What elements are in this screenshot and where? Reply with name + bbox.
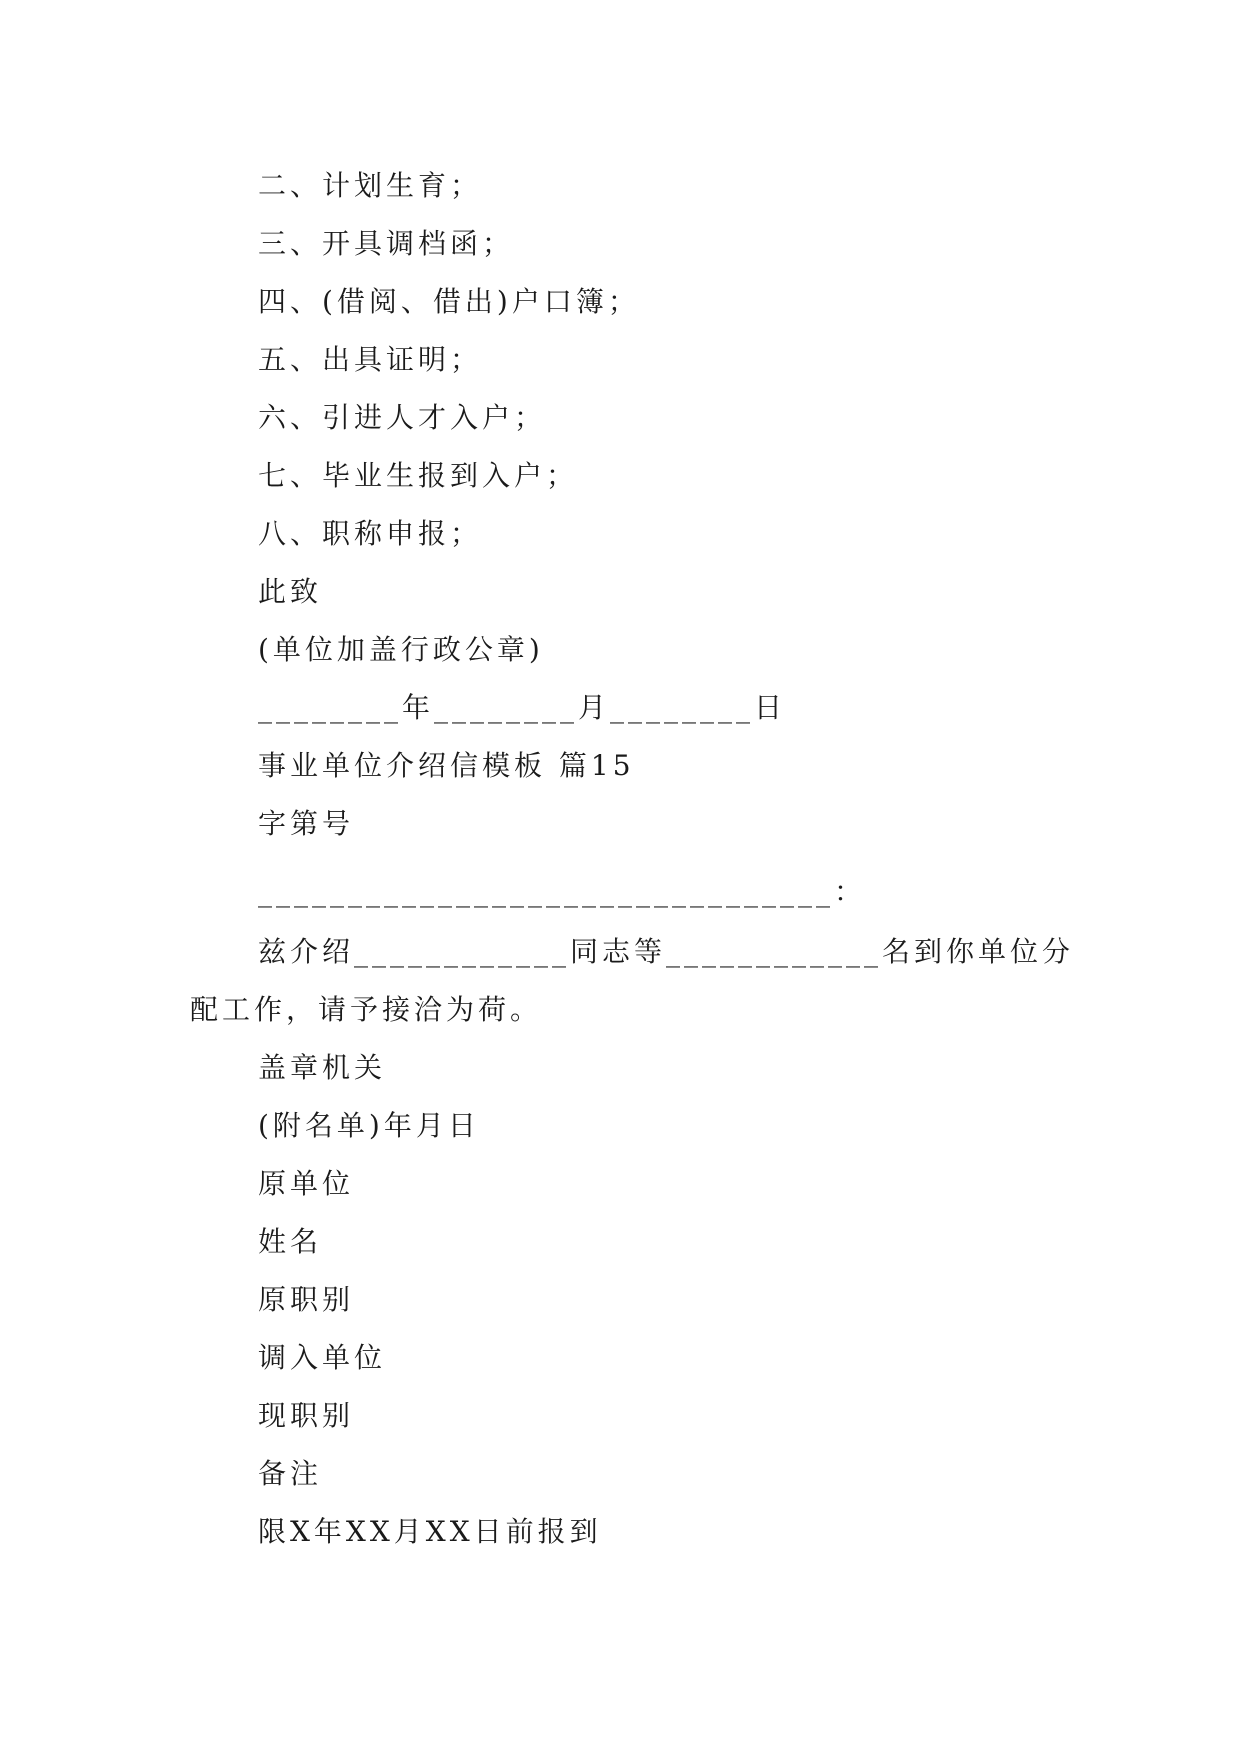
item-title-application: 八、职称申报； [258,517,483,550]
body-text-line-2: 配工作，请予接洽为荷。 [190,993,543,1026]
field-destination-unit: 调入单位 [258,1341,387,1374]
item-talent-registration: 六、引进人才入户； [258,401,547,434]
closing-salutation: 此致 [258,575,323,608]
field-name: 姓名 [258,1225,323,1258]
report-deadline: 限X年XX月XX日前报到 [258,1515,602,1548]
attachment-date: (附名单)年月日 [258,1109,480,1142]
item-certificate: 五、出具证明； [258,343,483,376]
field-original-unit: 原单位 [258,1167,355,1200]
item-graduate-registration: 七、毕业生报到入户； [258,459,579,492]
item-transfer-letter: 三、开具调档函； [258,227,515,260]
document-number: 字第号 [258,807,355,840]
body-text-line-1: 兹介绍____________同志等____________名到你单位分 [258,935,1075,968]
section-heading: 事业单位介绍信模板 篇15 [258,749,635,782]
recipient-line: ________________________________： [258,875,867,908]
field-remarks: 备注 [258,1457,323,1490]
seal-note: (单位加盖行政公章) [258,633,544,666]
issuing-authority: 盖章机关 [258,1051,387,1084]
field-current-position: 现职别 [258,1399,355,1432]
field-original-position: 原职别 [258,1283,355,1316]
item-family-planning: 二、计划生育； [258,169,483,202]
date-line: ________年________月________日 [258,691,787,724]
item-household-register: 四、(借阅、借出)户口簿； [258,285,640,318]
